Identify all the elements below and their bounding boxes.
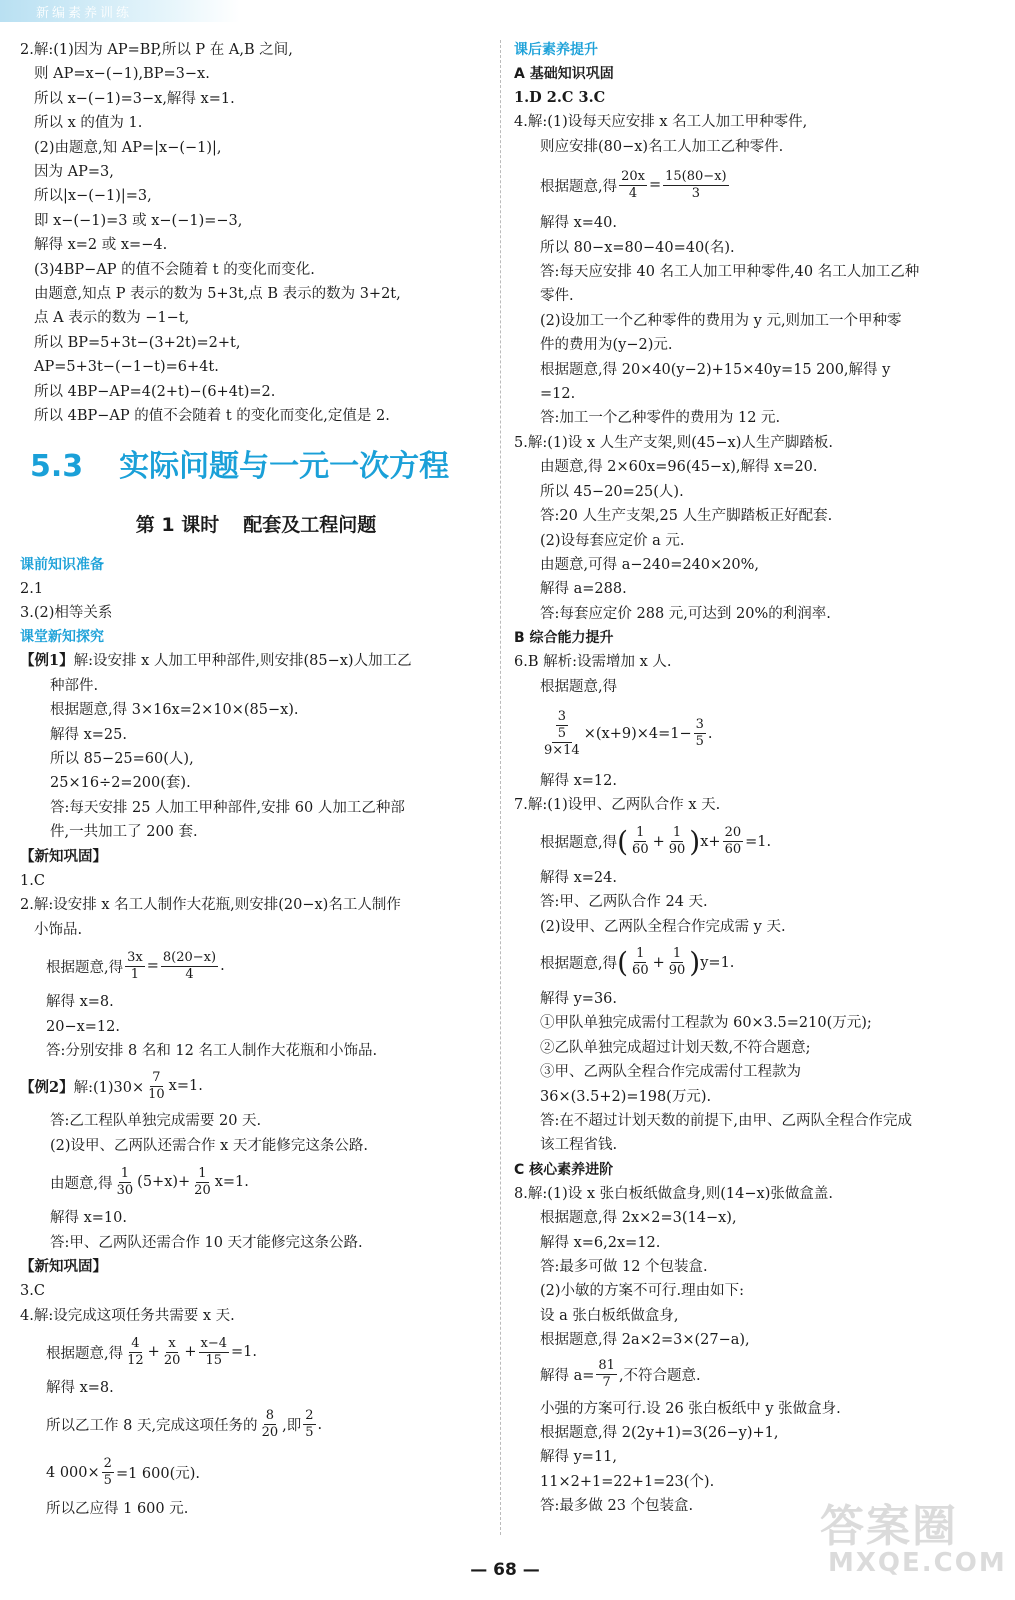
- consolidate-2-equation: [20, 1328, 492, 1376]
- fraction: [146, 1070, 167, 1103]
- equals-sign: =: [648, 177, 662, 194]
- q5-line-2: 由题意,得 2×60x=96(45−x),解得 x=20.: [540, 459, 818, 476]
- numerator: 8: [265, 1408, 274, 1424]
- fraction: [619, 169, 647, 202]
- q4-line-11: 答:加工一个乙种零件的费用为 12 元.: [540, 410, 781, 427]
- q7-line-1: 7.解:(1)设甲、乙两队合作 x 天.: [514, 797, 721, 814]
- equation-suffix: y=1.: [700, 954, 735, 971]
- subsection-b: B 综合能力提升: [514, 630, 614, 647]
- equation-suffix: =1.: [745, 833, 772, 850]
- consolidate-1-line-4: 解得 x=8.: [46, 994, 114, 1011]
- q4-line-10: =12.: [540, 386, 576, 403]
- numerator: 7: [152, 1069, 161, 1085]
- page-number: — 68 —: [470, 1560, 540, 1580]
- fraction: [115, 1166, 136, 1199]
- numerator: 1: [672, 946, 682, 962]
- q8-line-4: 答:最多可做 12 个包装盒.: [540, 1259, 708, 1276]
- q8-line-6: 设 a 张白板纸做盒身,: [540, 1307, 679, 1324]
- fraction: [667, 825, 688, 858]
- lesson-title: 配套及工程问题: [243, 513, 377, 536]
- q8-line-5: (2)小敏的方案不可行.理由如下:: [540, 1283, 745, 1300]
- numerator: 1: [636, 825, 645, 841]
- plus-sign: +: [147, 1344, 160, 1361]
- q2-line-5: (2)由题意,知 AP=|x−(−1)|,: [34, 139, 222, 156]
- q4-line-3: 解得 x=40.: [540, 215, 617, 232]
- example-2-line-3: (2)设甲、乙两队还需合作 x 天才能修完这条公路.: [50, 1137, 369, 1154]
- fraction: [556, 709, 568, 742]
- numerator: 2: [305, 1408, 314, 1424]
- equation-suffix: .: [707, 725, 713, 742]
- example-2-equation: [20, 1158, 492, 1206]
- equation-prefix: 根据题意,得: [46, 959, 124, 976]
- lesson-heading: [20, 497, 492, 553]
- example-2-line-2: 答:乙工程队单独完成需要 20 天.: [50, 1113, 262, 1130]
- denominator: 90: [668, 842, 686, 858]
- chapter-title: 实际问题与一元一次方程: [119, 448, 450, 484]
- right-paren: ): [689, 824, 701, 858]
- q2-line-1: 2.解:(1)因为 AP=BP,所以 P 在 A,B 之间,: [20, 42, 293, 58]
- q7-line-10: 答:在不超过计划天数的前提下,由甲、乙两队全程合作完成: [540, 1113, 912, 1129]
- chapter-heading: [20, 437, 492, 497]
- column-divider: [500, 40, 501, 1535]
- header-bar: [0, 0, 240, 22]
- fraction: [125, 1336, 146, 1369]
- q2-line-4: 所以 x 的值为 1.: [34, 115, 143, 132]
- denominator: 3: [691, 185, 700, 201]
- left-paren: (: [617, 945, 629, 979]
- q7-equation-1: [514, 818, 994, 866]
- numerator: 1: [636, 946, 645, 962]
- denominator: 60: [632, 963, 649, 979]
- numerator: 1: [198, 1165, 207, 1181]
- q7-line-3: 答:甲、乙两队合作 24 天.: [540, 894, 708, 911]
- q8-line-7: 根据题意,得 2a×2=3×(27−a),: [540, 1332, 750, 1349]
- q7-line-4: (2)设甲、乙两队全程合作完成需 y 天.: [540, 918, 786, 935]
- numerator: 3x: [127, 949, 143, 965]
- denominator: 60: [632, 842, 649, 858]
- consolidate-1-line-5: 20−x=12.: [46, 1018, 120, 1035]
- pre-line-1: 2.1: [20, 580, 44, 597]
- subsection-c: C 核心素养进阶: [514, 1161, 614, 1178]
- fraction: [596, 1358, 617, 1391]
- section-after-class: 课后素养提升: [514, 42, 598, 58]
- q8-line-3: 解得 x=6,2x=12.: [540, 1234, 661, 1251]
- compound-numerator: [552, 709, 572, 743]
- equation-middle: x+: [700, 833, 721, 850]
- fraction: [192, 1166, 213, 1199]
- section-in-class: 课堂新知探究: [20, 629, 104, 646]
- equation-prefix: 根据题意,得: [540, 178, 618, 195]
- q4-equation: [514, 159, 994, 211]
- q5-line-1: 5.解:(1)设 x 人生产支架,则(45−x)人生产脚踏板.: [514, 434, 833, 451]
- consolidate-1-tag: 【新知巩固】: [20, 847, 107, 865]
- consolidate-2-fraction-line: [20, 1401, 492, 1449]
- q2-line-14: AP=5+3t−(−1−t)=6+4t.: [34, 359, 219, 376]
- example-2-line-1: [20, 1063, 492, 1109]
- equation-suffix: .: [317, 1416, 323, 1433]
- fraction: [630, 946, 651, 979]
- consolidate-1-line-2: 2.解:设安排 x 名工人制作大花瓶,则安排(20−x)名工人制作: [20, 897, 401, 914]
- example-1-line-5: 所以 85−25=60(人),: [50, 750, 194, 767]
- consolidate-1-line-3: 小饰品.: [34, 921, 83, 938]
- example-1-tag: 【例1】: [20, 652, 74, 670]
- example-1-line-6: 25×16÷2=200(套).: [50, 775, 191, 792]
- numerator: 81: [598, 1358, 615, 1374]
- equation-suffix: ,不符合题意.: [618, 1368, 701, 1385]
- example-1-line-4: 解得 x=25.: [50, 726, 127, 743]
- numerator: 1: [672, 825, 682, 841]
- q2-line-6: 因为 AP=3,: [34, 164, 114, 181]
- example-1-line-7: 答:每天安排 25 人加工甲种部件,安排 60 人加工乙种部: [50, 799, 405, 816]
- denominator: 7: [602, 1375, 611, 1391]
- equation-suffix: x=1.: [214, 1174, 249, 1191]
- fraction: [630, 825, 651, 858]
- header-bar-text: 新编素养训练: [36, 6, 133, 21]
- equation-suffix: =1 600(元).: [115, 1466, 201, 1483]
- q6-line-2: 根据题意,得: [540, 678, 618, 695]
- numerator: x: [168, 1335, 176, 1351]
- q2-line-13: 所以 BP=5+3t−(3+2t)=2+t,: [34, 334, 241, 351]
- equals-sign: =: [146, 958, 159, 975]
- denominator: 5: [103, 1473, 112, 1489]
- equation-suffix: x=1.: [168, 1078, 203, 1095]
- numerator: 3: [557, 708, 566, 724]
- q4-line-8: 件的费用为(y−2)元.: [540, 337, 673, 354]
- left-paren: (: [617, 824, 629, 858]
- numerator: 1: [120, 1165, 130, 1181]
- q2-line-9: 解得 x=2 或 x=−4.: [34, 237, 168, 254]
- q7-line-7: ②乙队单独完成超过计划天数,不符合题意;: [540, 1039, 811, 1056]
- denominator: 1: [130, 966, 140, 982]
- example-1-text: 解:设安排 x 人加工甲种部件,则安排(85−x)人加工乙: [73, 653, 412, 670]
- q2-line-12: 点 A 表示的数为 −1−t,: [34, 310, 190, 327]
- fraction: [162, 1336, 183, 1369]
- equation-prefix: 由题意,得: [50, 1175, 113, 1192]
- right-column: [514, 38, 994, 1519]
- fraction: [723, 825, 744, 858]
- equation-prefix: 根据题意,得: [46, 1345, 124, 1362]
- q8-line-11: 11×2+1=22+1=23(个).: [540, 1473, 715, 1490]
- fraction: [199, 1336, 230, 1369]
- example-1-line-8: 件,一共加工了 200 套.: [50, 824, 198, 841]
- q8-line-10: 解得 y=11,: [540, 1449, 618, 1466]
- denominator: 20: [163, 1352, 181, 1368]
- q6-line-3: 解得 x=12.: [540, 772, 617, 789]
- q7-line-2: 解得 x=24.: [540, 869, 617, 886]
- equation-prefix: 所以乙工作 8 天,完成这项任务的: [46, 1418, 258, 1435]
- q5-line-8: 答:每套应定价 288 元,可达到 20%的利润率.: [540, 605, 831, 622]
- watermark-text: 答案圈: [820, 1501, 958, 1552]
- example-2-tag: 【例2】: [20, 1078, 74, 1096]
- q4-line-1: 4.解:(1)设每天应安排 x 名工人加工甲种零件,: [514, 114, 808, 131]
- numerator: 8(20−x): [162, 949, 217, 965]
- q7-line-9: 36×(3.5+2)=198(万元).: [540, 1088, 712, 1105]
- q2-line-3: 所以 x−(−1)=3−x,解得 x=1.: [34, 90, 235, 107]
- consolidate-2-line-4: 所以乙应得 1 600 元.: [46, 1500, 189, 1517]
- q4-line-5: 答:每天应安排 40 名工人加工甲种零件,40 名工人加工乙种: [540, 264, 920, 281]
- q8-line-8: 小强的方案可行.设 26 张白板纸中 y 张做盒身.: [540, 1400, 841, 1417]
- left-column: [20, 38, 492, 1521]
- denominator: 12: [127, 1352, 144, 1368]
- consolidate-2-line-3: 解得 x=8.: [46, 1380, 114, 1397]
- denominator: 15: [205, 1352, 223, 1368]
- example-2-line-5: 答:甲、乙两队还需合作 10 天才能修完这条公路.: [50, 1234, 363, 1251]
- q4-line-4: 所以 80−x=80−40=40(名).: [540, 239, 735, 256]
- pre-line-2: 3.(2)相等关系: [20, 604, 113, 621]
- denominator: 5: [305, 1425, 314, 1441]
- q7-line-8: ③甲、乙两队全程合作完成需付工程款为: [540, 1064, 801, 1081]
- denominator: 4: [185, 966, 194, 982]
- a-answers-1-3: 1.D 2.C 3.C: [514, 89, 606, 106]
- q5-line-7: 解得 a=288.: [540, 581, 627, 598]
- consolidate-2-payment-line: [20, 1449, 492, 1497]
- fraction: [102, 1456, 114, 1489]
- chapter-number: 5.3: [30, 448, 84, 484]
- example-1-line-2: 种部件.: [50, 677, 99, 694]
- plus-sign: +: [652, 833, 665, 850]
- q2-line-11: 由题意,知点 P 表示的数为 5+3t,点 B 表示的数为 3+2t,: [34, 286, 401, 303]
- q5-line-4: 答:20 人生产支架,25 人生产脚踏板正好配套.: [540, 508, 833, 525]
- q8-equation: [514, 1353, 994, 1397]
- subsection-a: A 基础知识巩固: [514, 66, 614, 82]
- q7-line-6: ①甲队单独完成需付工程款为 60×3.5=210(万元);: [540, 1015, 872, 1032]
- q7-line-11: 该工程省钱.: [540, 1137, 618, 1154]
- denominator: 60: [724, 842, 742, 858]
- consolidate-2-line-2: 4.解:设完成这项任务共需要 x 天.: [20, 1307, 235, 1324]
- q6-equation: [514, 699, 994, 769]
- example-1-line-1: [20, 649, 492, 673]
- numerator: 20x: [621, 168, 645, 184]
- fraction: [303, 1408, 315, 1441]
- denominator: 10: [148, 1086, 165, 1102]
- question-2-solution: [20, 38, 492, 429]
- fraction: [667, 946, 688, 979]
- q2-line-15: 所以 4BP−AP=4(2+t)−(6+4t)=2.: [34, 383, 276, 400]
- equation-suffix: .: [220, 958, 225, 975]
- example-1-line-3: 根据题意,得 3×16x=2×10×(85−x).: [50, 702, 299, 719]
- q4-line-7: (2)设加工一个乙种零件的费用为 y 元,则加工一个甲种零: [540, 312, 902, 329]
- q8-line-9: 根据题意,得 2(2y+1)=3(26−y)+1,: [540, 1425, 779, 1442]
- denominator: 20: [261, 1425, 279, 1441]
- lesson-number: 第 1 课时: [135, 513, 220, 536]
- equation-suffix: =1.: [231, 1344, 257, 1361]
- consolidate-1-line-6: 答:分别安排 8 名和 12 名工人制作大花瓶和小饰品.: [46, 1043, 378, 1059]
- q5-line-5: (2)设每套应定价 a 元.: [540, 532, 685, 549]
- denominator: 20: [194, 1182, 211, 1198]
- numerator: 15(80−x): [665, 168, 727, 184]
- q2-line-8: 即 x−(−1)=3 或 x−(−1)=−3,: [34, 212, 243, 229]
- q8-line-2: 根据题意,得 2x×2=3(14−x),: [540, 1210, 737, 1227]
- equation-middle: ,即: [282, 1418, 302, 1435]
- consolidate-2-tag: 【新知巩固】: [20, 1258, 107, 1276]
- consolidate-1-equation: [20, 942, 492, 990]
- q7-line-5: 解得 y=36.: [540, 990, 618, 1007]
- numerator: 2: [103, 1456, 112, 1472]
- q4-line-2: 则应安排(80−x)名工人加工乙种零件.: [540, 138, 784, 155]
- right-paren: ): [689, 945, 701, 979]
- q2-line-7: 所以|x−(−1)|=3,: [34, 188, 152, 205]
- compound-fraction: [542, 709, 582, 759]
- example-2-line-4: 解得 x=10.: [50, 1210, 127, 1227]
- equation-prefix: 4 000×: [46, 1464, 100, 1481]
- plus-sign: +: [652, 954, 665, 971]
- consolidate-1-line-1: 1.C: [20, 872, 45, 889]
- q5-line-6: 由题意,可得 a−240=240×20%,: [540, 556, 760, 573]
- denominator: 5: [695, 734, 704, 750]
- equation-prefix: 根据题意,得: [540, 835, 618, 852]
- denominator: 90: [668, 963, 686, 979]
- watermark-url: MXQE.COM: [828, 1548, 1007, 1578]
- denominator: 5: [557, 725, 566, 741]
- fraction: [694, 717, 706, 750]
- equation-middle: (5+x)+: [137, 1174, 191, 1191]
- q5-line-3: 所以 45−20=25(人).: [540, 483, 684, 500]
- numerator: 3: [695, 717, 704, 733]
- q6-line-1: 6.B 解析:设需增加 x 人.: [514, 654, 672, 671]
- q4-line-9: 根据题意,得 20×40(y−2)+15×40y=15 200,解得 y: [540, 361, 891, 378]
- denominator: 4: [628, 185, 638, 201]
- numerator: x−4: [200, 1335, 228, 1351]
- denominator: 30: [116, 1182, 134, 1198]
- equation-prefix: 解得 a=: [540, 1368, 595, 1385]
- plus-sign: +: [184, 1344, 197, 1361]
- q2-line-10: (3)4BP−AP 的值不会随着 t 的变化而变化.: [34, 261, 315, 278]
- compound-denominator: 9×14: [544, 742, 580, 758]
- fraction: [125, 950, 145, 983]
- q4-line-6: 零件.: [540, 288, 574, 305]
- equation-middle: ×(x+9)×4=1−: [583, 725, 692, 742]
- numerator: 4: [131, 1335, 140, 1351]
- numerator: 20: [724, 825, 742, 841]
- q2-line-16: 所以 4BP−AP 的值不会随着 t 的变化而变化,定值是 2.: [34, 408, 390, 425]
- consolidate-2-line-1: 3.C: [20, 1283, 45, 1300]
- section-pre-class: 课前知识准备: [20, 556, 104, 573]
- fraction: [161, 950, 218, 983]
- equation-prefix: 根据题意,得: [540, 956, 618, 973]
- q2-line-2: 则 AP=x−(−1),BP=3−x.: [34, 66, 210, 83]
- equation-prefix: 解:(1)30×: [73, 1079, 145, 1096]
- q7-equation-2: [514, 939, 994, 987]
- fraction: [663, 169, 728, 202]
- watermark-logo: [820, 1490, 1007, 1590]
- q8-line-1: 8.解:(1)设 x 张白板纸做盒身,则(14−x)张做盒盖.: [514, 1185, 833, 1202]
- fraction: [260, 1408, 281, 1441]
- q8-line-12: 答:最多做 23 个包装盒.: [540, 1498, 694, 1515]
